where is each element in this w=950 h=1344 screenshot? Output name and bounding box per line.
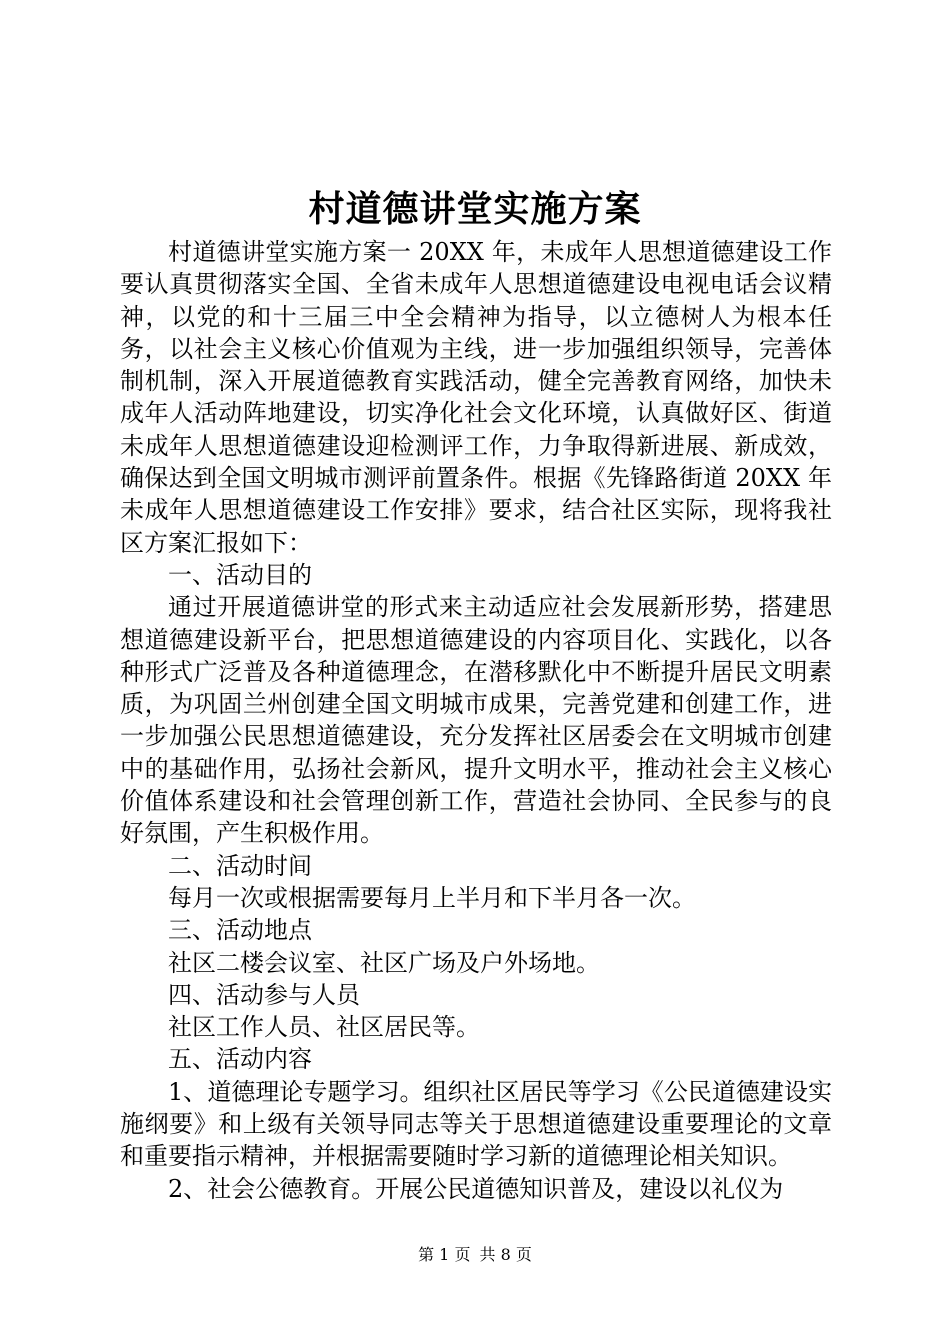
document-body bbox=[120, 236, 832, 1205]
section-heading-location: 三、活动地点 bbox=[168, 916, 312, 945]
page-number: 第 1 页 bbox=[418, 1245, 471, 1264]
section-heading-content: 五、活动内容 bbox=[168, 1045, 312, 1074]
section-heading-purpose: 一、活动目的 bbox=[168, 560, 312, 589]
page-total: 共 8 页 bbox=[479, 1245, 532, 1264]
paragraph-content-item-1: 1、道德理论专题学习。组织社区居民等学习《公民道德建设实施纲要》和上级有关领导同志等关于思想道德建设重要理论的文章和重要指示精神，并根据需要随时学习新的道德理论相关知识。 bbox=[120, 1077, 832, 1171]
paragraph-participants: 社区工作人员、社区居民等。 bbox=[168, 1013, 480, 1042]
document-title: 村道德讲堂实施方案 bbox=[308, 188, 642, 230]
section-heading-time: 二、活动时间 bbox=[168, 851, 312, 880]
paragraph-content-item-2: 2、社会公德教育。开展公民道德知识普及，建设以礼仪为 bbox=[168, 1174, 784, 1203]
page-footer bbox=[0, 1243, 950, 1267]
paragraph-intro: 村道德讲堂实施方案一 20XX 年，未成年人思想道德建设工作要认真贯彻落实全国、全省未成年人思想道德建设电视电话会议精神，以党的和十三届三中全会精神为指导，以立德树人为根本任务，以社会主义核心价值观为主线，进一步加强组织领导，完善体制机制，深入开展道德教育实践活动，健全完善教育网络，加快未成年人活动阵地建设，切实净化社会文化环境，认真做好区、街道未成年人思想道德建设迎检测评工作，力争取得新进展、新成效，确保达到全国文明城市测评前置条件。根据《先锋路街道 20XX 年未成年人思想道德建设工作安排》要求，结合社区实际，现将我社区方案汇报如下： bbox=[120, 238, 832, 557]
paragraph-location: 社区二楼会议室、社区广场及户外场地。 bbox=[168, 948, 600, 977]
paragraph-time: 每月一次或根据需要每月上半月和下半月各一次。 bbox=[168, 883, 696, 912]
section-heading-participants: 四、活动参与人员 bbox=[168, 980, 360, 1009]
paragraph-purpose: 通过开展道德讲堂的形式来主动适应社会发展新形势，搭建思想道德建设新平台，把思想道德建设的内容项目化、实践化，以各种形式广泛普及各种道德理念，在潜移默化中不断提升居民文明素质，为巩固兰州创建全国文明城市成果，完善党建和创建工作，进一步加强公民思想道德建设，充分发挥社区居委会在文明城市创建中的基础作用，弘扬社会新风，提升文明水平，推动社会主义核心价值体系建设和社会管理创新工作，营造社会协同、全民参与的良好氛围，产生积极作用。 bbox=[120, 593, 832, 848]
